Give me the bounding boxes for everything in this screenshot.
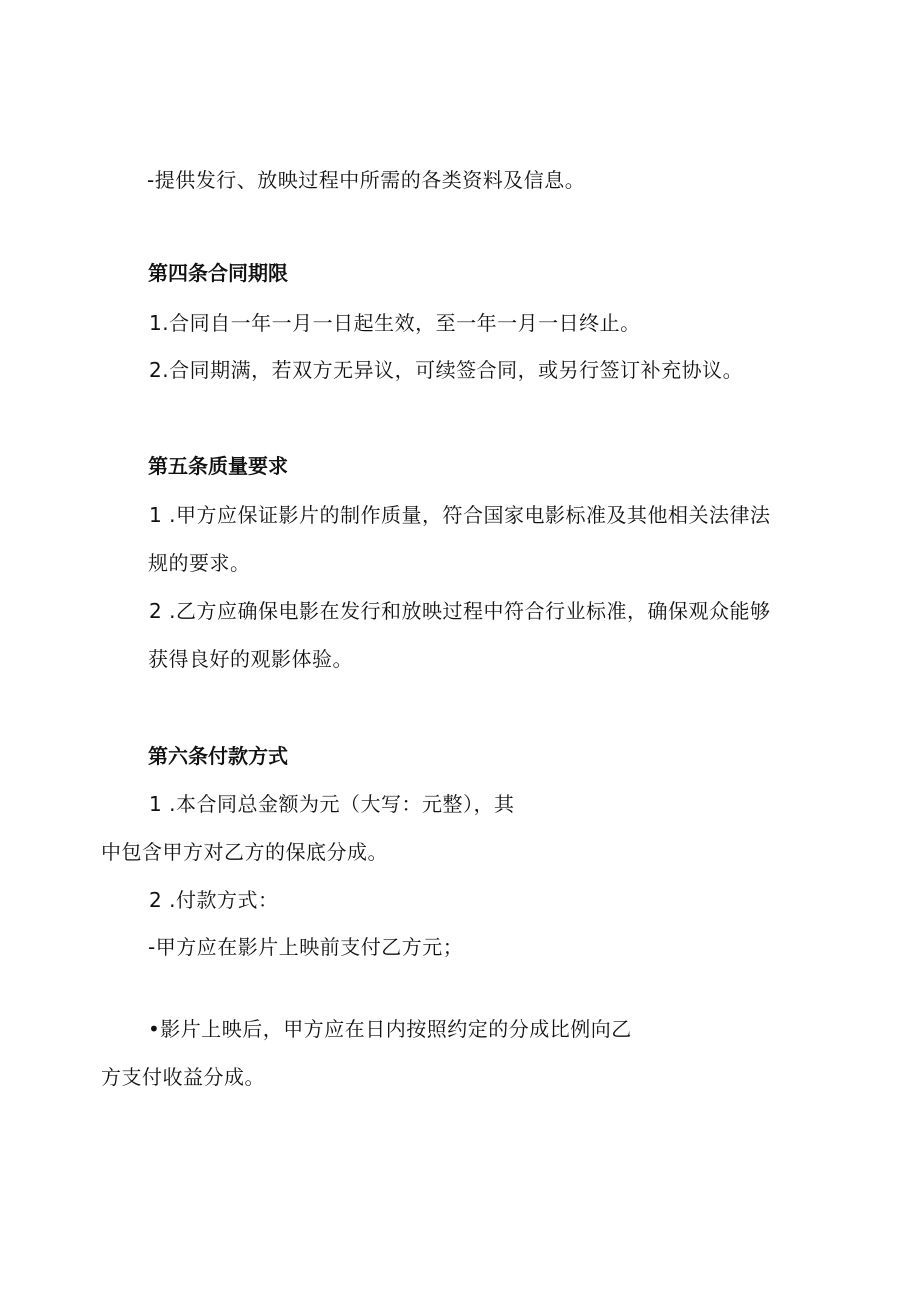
article-6-item-1-line-2: 中包含甲方对乙方的保底分成。 bbox=[101, 840, 388, 864]
article-4-title: 第四条合同期限 bbox=[148, 261, 288, 285]
article-5-item-1-line-2: 规的要求。 bbox=[148, 551, 251, 575]
article-4-item-2: 2.合同期满，若双方无异议，可续签合同，或另行签订补充协议。 bbox=[149, 358, 744, 382]
article-5-title: 第五条质量要求 bbox=[148, 454, 288, 478]
article-6-item-1-line-1: 1 .本合同总金额为元（大写：元整），其 bbox=[149, 792, 515, 816]
article-5-item-2-line-1: 2 .乙方应确保电影在发行和放映过程中符合行业标准，确保观众能够 bbox=[149, 599, 771, 623]
article-5-item-1-line-1: 1 .甲方应保证影片的制作质量，符合国家电影标准及其他相关法律法 bbox=[149, 503, 771, 527]
intro-line: -提供发行、放映过程中所需的各类资料及信息。 bbox=[147, 168, 586, 192]
article-6-sub-item-1: -甲方应在影片上映前支付乙方元； bbox=[148, 935, 464, 959]
article-4-item-1: 1.合同自一年一月一日起生效，至一年一月一日终止。 bbox=[149, 311, 641, 335]
article-6-sub-item-2-line-1: •影片上映后，甲方应在日内按照约定的分成比例向乙 bbox=[148, 1017, 632, 1041]
article-6-item-2-label: 2 .付款方式： bbox=[149, 888, 279, 912]
article-5-item-2-line-2: 获得良好的观影体验。 bbox=[148, 647, 353, 671]
article-6-title: 第六条付款方式 bbox=[148, 744, 288, 768]
article-6-sub-item-2-line-2: 方支付收益分成。 bbox=[101, 1065, 265, 1089]
